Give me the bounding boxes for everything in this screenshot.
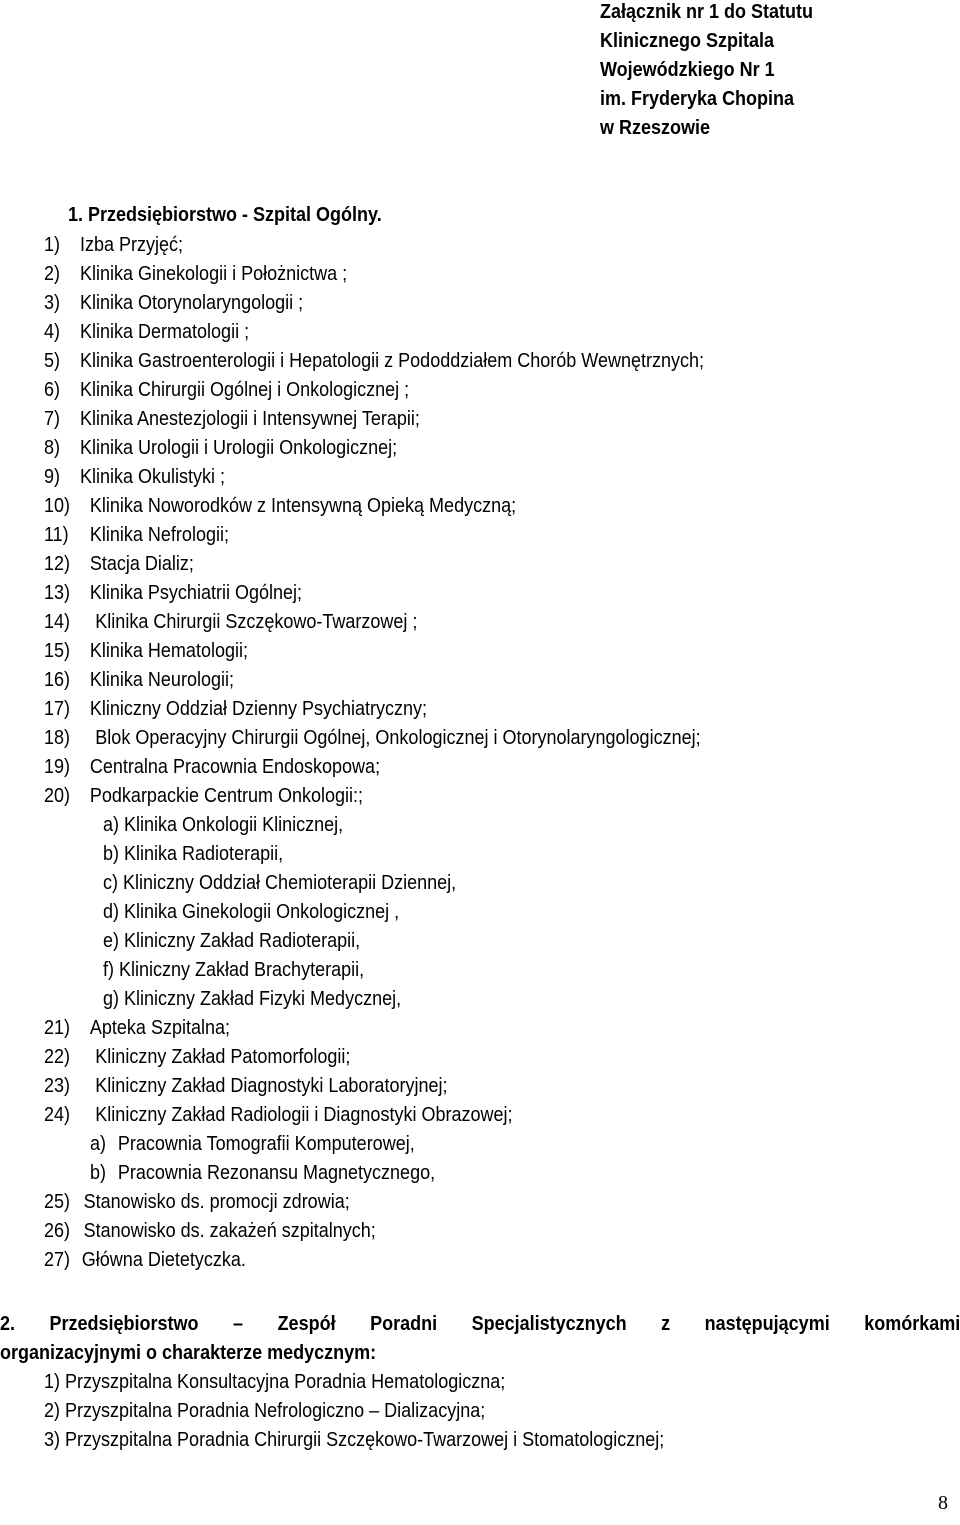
list-item [44, 1103, 512, 1127]
title-word: następującymi [704, 1313, 830, 1335]
item-number: 27) [44, 1249, 71, 1271]
sub-list-item [90, 1161, 435, 1185]
item-text: Stanowisko ds. zakażeń szpitalnych; [83, 1220, 376, 1242]
list-item [44, 262, 347, 286]
item-number: 24) [44, 1104, 71, 1126]
title-word: – [233, 1313, 244, 1335]
item-number: 7) [44, 408, 61, 430]
header-line: Klinicznego Szpitala [600, 30, 775, 52]
list-item [44, 523, 229, 547]
title-word: komórkami [864, 1313, 960, 1335]
sub-list-item: a) Klinika Onkologii Klinicznej, [103, 814, 344, 836]
list-item [44, 1219, 376, 1243]
item-text: Klinika Neurologii; [89, 669, 234, 691]
list-item: 1) Przyszpitalna Konsultacyjna Poradnia Hematologiczna; [44, 1371, 506, 1393]
sub-list-item: f) Kliniczny Zakład Brachyterapii, [103, 959, 365, 981]
item-text: Klinika Psychiatrii Ogólnej; [89, 582, 302, 604]
sub-list-item [90, 1132, 415, 1156]
item-text: Klinika Urologii i Urologii Onkologicznej; [80, 437, 398, 459]
sub-list-item: c) Kliniczny Oddział Chemioterapii Dziennej, [103, 872, 457, 894]
list-item: 2) Przyszpitalna Poradnia Nefrologiczno – Dializacyjna; [44, 1400, 486, 1422]
item-number: 19) [44, 756, 71, 778]
list-item [44, 465, 225, 489]
list-item [44, 233, 183, 257]
item-text: Podkarpackie Centrum Onkologii:; [89, 785, 364, 807]
page-number: 8 [938, 1492, 948, 1514]
header-line: Wojewódzkiego Nr 1 [600, 59, 775, 81]
sub-list-item: b) Klinika Radioterapii, [103, 843, 284, 865]
item-number: 9) [44, 466, 61, 488]
item-number: 15) [44, 640, 71, 662]
item-text: Klinika Anestezjologii i Intensywnej Terapii; [80, 408, 420, 430]
list-item [44, 552, 194, 576]
header-line: Załącznik nr 1 do Statutu [600, 1, 814, 23]
list-item [44, 668, 234, 692]
list-item [44, 581, 302, 605]
list-item [44, 291, 303, 315]
list-item [44, 784, 363, 808]
title-word: Zespół [277, 1313, 336, 1335]
item-number: 3) [44, 292, 61, 314]
item-text: Stacja Dializ; [89, 553, 194, 575]
item-number: 21) [44, 1017, 71, 1039]
item-text: Klinika Dermatologii ; [80, 321, 250, 343]
list-item [44, 1248, 246, 1272]
item-number: 16) [44, 669, 71, 691]
item-number: 23) [44, 1075, 71, 1097]
item-number: 18) [44, 727, 71, 749]
item-number: b) [90, 1162, 107, 1184]
list-item [44, 407, 420, 431]
list-item [44, 697, 427, 721]
item-text: Klinika Chirurgii Szczękowo-Twarzowej ; [95, 611, 418, 633]
item-number: 5) [44, 350, 61, 372]
list-item [44, 378, 409, 402]
header-line: w Rzeszowie [600, 117, 711, 139]
list-item [44, 610, 417, 634]
item-text: Apteka Szpitalna; [89, 1017, 230, 1039]
title-word: z [661, 1313, 671, 1335]
list-item [44, 494, 516, 518]
item-number: 12) [44, 553, 71, 575]
item-text: Klinika Nefrologii; [89, 524, 229, 546]
list-item [44, 1045, 350, 1069]
sub-list-item: g) Kliniczny Zakład Fizyki Medycznej, [103, 988, 402, 1010]
item-number: 22) [44, 1046, 71, 1068]
item-number: 25) [44, 1191, 71, 1213]
sub-list-item: d) Klinika Ginekologii Onkologicznej , [103, 901, 400, 923]
item-text: Klinika Noworodków z Intensywną Opieką Medyczną; [89, 495, 517, 517]
item-text: Stanowisko ds. promocji zdrowia; [83, 1191, 350, 1213]
list-item [44, 436, 397, 460]
list-item [44, 349, 704, 373]
item-text: Izba Przyjęć; [80, 234, 184, 256]
item-number: 14) [44, 611, 71, 633]
sub-list-item: e) Kliniczny Zakład Radioterapii, [103, 930, 361, 952]
item-text: Klinika Okulistyki ; [80, 466, 226, 488]
list-item [44, 1190, 350, 1214]
title-word: 2. [0, 1313, 16, 1335]
section-2-title-line-2: organizacyjnymi o charakterze medycznym: [0, 1342, 377, 1364]
item-text: Główna Dietetyczka. [81, 1249, 246, 1271]
item-number: 1) [44, 234, 61, 256]
list-item [44, 639, 248, 663]
item-text: Blok Operacyjny Chirurgii Ogólnej, Onkologicznej i Otorynolaryngologicznej; [95, 727, 701, 749]
item-text: Klinika Ginekologii i Położnictwa ; [80, 263, 348, 285]
title-word: Specjalistycznych [471, 1313, 627, 1335]
item-number: a) [90, 1133, 107, 1155]
item-number: 2) [44, 263, 61, 285]
list-item [44, 1016, 230, 1040]
title-word: Przedsiębiorstwo [49, 1313, 199, 1335]
list-item [44, 1074, 447, 1098]
item-number: 10) [44, 495, 71, 517]
item-number: 17) [44, 698, 71, 720]
item-number: 26) [44, 1220, 71, 1242]
section-1-title: 1. Przedsiębiorstwo - Szpital Ogólny. [68, 204, 382, 226]
item-text: Klinika Chirurgii Ogólnej i Onkologicznej ; [80, 379, 410, 401]
item-text: Pracownia Tomografii Komputerowej, [117, 1133, 415, 1155]
item-text: Kliniczny Oddział Dzienny Psychiatryczny; [89, 698, 428, 720]
item-text: Centralna Pracownia Endoskopowa; [89, 756, 381, 778]
list-item [44, 755, 380, 779]
list-item: 3) Przyszpitalna Poradnia Chirurgii Szczękowo-Twarzowej i Stomatologicznej; [44, 1429, 665, 1451]
item-text: Kliniczny Zakład Patomorfologii; [95, 1046, 351, 1068]
title-word: Poradni [370, 1313, 438, 1335]
item-number: 11) [44, 524, 69, 546]
header-line: im. Fryderyka Chopina [600, 88, 795, 110]
item-text: Klinika Otorynolaryngologii ; [80, 292, 304, 314]
item-text: Kliniczny Zakład Diagnostyki Laboratoryjnej; [95, 1075, 448, 1097]
item-number: 13) [44, 582, 71, 604]
item-number: 4) [44, 321, 61, 343]
item-text: Klinika Gastroenterologii i Hepatologii z Pododdziałem Chorób Wewnętrznych; [80, 350, 704, 372]
section-2-title [0, 1312, 960, 1365]
item-text: Pracownia Rezonansu Magnetycznego, [117, 1162, 436, 1184]
item-text: Kliniczny Zakład Radiologii i Diagnostyki Obrazowej; [95, 1104, 513, 1126]
item-number: 6) [44, 379, 61, 401]
item-text: Klinika Hematologii; [89, 640, 248, 662]
list-item [44, 320, 249, 344]
list-item [44, 726, 701, 750]
section-2-title-line-1 [0, 1312, 960, 1336]
item-number: 8) [44, 437, 61, 459]
item-number: 20) [44, 785, 71, 807]
